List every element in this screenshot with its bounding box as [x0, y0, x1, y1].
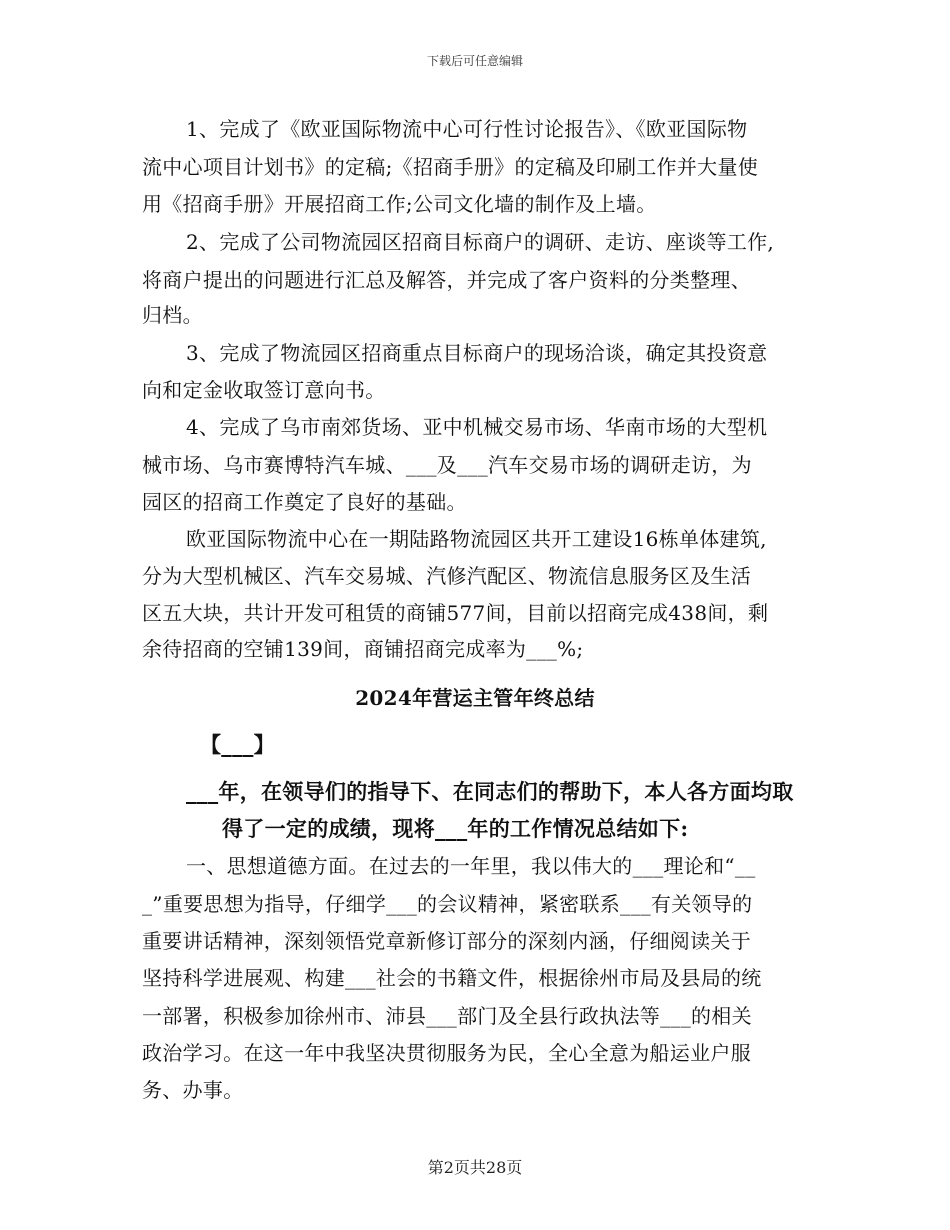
paragraph-3-line: 向和定金收取签订意向书。 — [142, 378, 386, 402]
paragraph-5-line: 分为大型机械区、汽车交易城、汽修汽配区、物流信息服务区及生活 — [142, 564, 751, 588]
bold-intro-line: 得了一定的成绩，现将___年的工作情况总结如下: — [222, 816, 689, 841]
paragraph-2-line: 归档。 — [142, 303, 203, 327]
paragraph-6-line: 一、思想道德方面。在过去的一年里，我以伟大的___理论和“__ — [186, 854, 756, 878]
paragraph-5-line: 区五大块，共计开发可租赁的商铺577间，目前以招商完成438间，剩 — [142, 601, 769, 625]
paragraph-1-line: 1、完成了《欧亚国际物流中心可行性讨论报告》、《欧亚国际物 — [186, 117, 748, 141]
paragraph-4-line: 园区的招商工作奠定了良好的基础。 — [142, 490, 467, 514]
paragraph-6-line: 一部署，积极参加徐州市、沛县___部门及全县行政执法等___的相关 — [142, 1004, 752, 1028]
paragraph-6-line: 政治学习。在这一年中我坚决贯彻服务为民，全心全意为船运业户服 — [142, 1041, 751, 1065]
paragraph-3-line: 3、完成了物流园区招商重点目标商户的现场洽谈，确定其投资意 — [186, 341, 768, 365]
document-title: 2024年营运主管年终总结 — [355, 686, 595, 710]
paragraph-5-line: 欧亚国际物流中心在一期陆路物流园区共开工建设16栋单体建筑, — [186, 527, 767, 551]
page-number-footer: 第2页共28页 — [427, 1158, 523, 1177]
paragraph-1-line: 流中心项目计划书》的定稿;《招商手册》的定稿及印刷工作并大量使 — [142, 155, 759, 179]
bold-intro-line: ___年，在领导们的指导下、在同志们的帮助下，本人各方面均取 — [186, 779, 794, 804]
paragraph-6-line: _”重要思想为指导，仔细学___的会议精神，紧密联系___有关领导的 — [142, 892, 753, 916]
paragraph-6-line: 务、办事。 — [142, 1078, 244, 1102]
paragraph-6-line: 重要讲话精神，深刻领悟党章新修订部分的深刻内涵，仔细阅读关于 — [142, 929, 751, 953]
paragraph-4-line: 械市场、乌市赛博特汽车城、___及___汽车交易市场的调研走访，为 — [142, 453, 752, 477]
paragraph-1-line: 用《招商手册》开展招商工作;公司文化墙的制作及上墙。 — [142, 192, 657, 216]
paragraph-4-line: 4、完成了乌市南郊货场、亚中机械交易市场、华南市场的大型机 — [186, 415, 768, 439]
paragraph-2-line: 将商户提出的问题进行汇总及解答，并完成了客户资料的分类整理、 — [142, 268, 751, 292]
paragraph-2-line: 2、完成了公司物流园区招商目标商户的调研、走访、座谈等工作, — [186, 230, 775, 254]
page-header: 下载后可任意编辑 — [426, 54, 523, 68]
paragraph-5-line: 余待招商的空铺139间，商铺招商完成率为___%; — [142, 637, 584, 661]
bracket-placeholder: 【___】 — [200, 732, 275, 757]
paragraph-6-line: 坚持科学进展观、构建___社会的书籍文件，根据徐州市局及县局的统 — [142, 966, 762, 990]
